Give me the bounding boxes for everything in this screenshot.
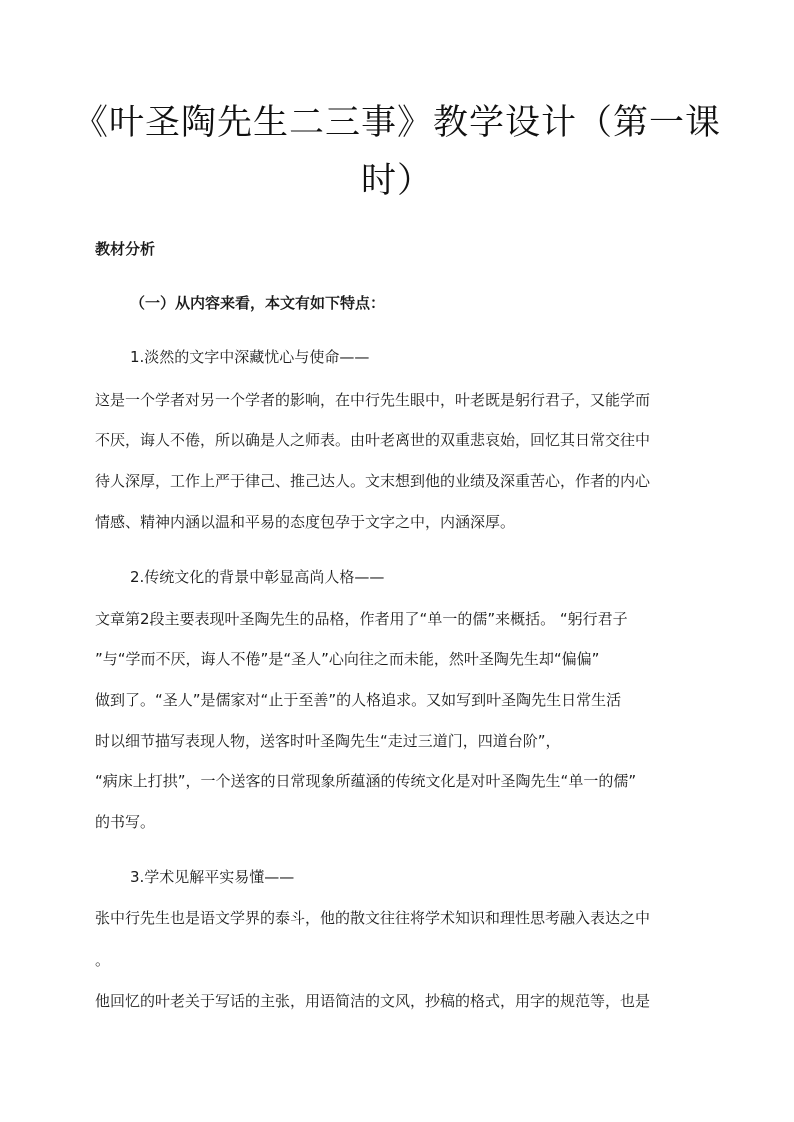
document-title-line-1: 《叶圣陶先生二三事》教学设计（第一课 — [72, 103, 721, 143]
point-2-line-2: ”与“学而不厌，诲人不倦”是“圣人”心向往之而未能，然叶圣陶先生却“偏偏” — [95, 650, 600, 668]
point-3-line-1: 张中行先生也是语文学界的泰斗，他的散文往往将学术知识和理性思考融入表达之中 — [95, 909, 651, 927]
point-2-heading: 2.传统文化的背景中彰显高尚人格—— — [130, 568, 385, 586]
point-1-line-4: 情感、精神内涵以温和平易的态度包孕于文字之中，内涵深厚。 — [95, 513, 516, 531]
point-3-line-3: 他回忆的叶老关于写话的主张，用语简洁的文风，抄稿的格式，用字的规范等，也是 — [95, 992, 651, 1010]
point-2-line-1: 文章第2段主要表现叶圣陶先生的品格，作者用了“单一的儒”来概括。 “躬行君子 — [95, 610, 628, 628]
point-1-line-3: 待人深厚，工作上严于律己、推己达人。文末想到他的业绩及深重苦心，作者的内心 — [95, 472, 651, 490]
point-3-heading: 3.学术见解平实易懂—— — [130, 868, 295, 886]
point-2-line-3: 做到了。“圣人”是儒家对“止于至善”的人格追求。又如写到叶圣陶先生日常生活 — [95, 691, 622, 709]
section-heading: 教材分析 — [95, 240, 156, 258]
point-2-line-5: “病床上打拱”，一个送客的日常现象所蕴涵的传统文化是对叶圣陶先生“单一的儒” — [95, 772, 637, 790]
point-1-line-1: 这是一个学者对另一个学者的影响，在中行先生眼中，叶老既是躬行君子，又能学而 — [95, 391, 651, 409]
document-title-line-2: 时） — [360, 161, 433, 201]
point-1-heading: 1.淡然的文字中深藏忧心与使命—— — [130, 348, 370, 366]
point-2-line-6: 的书写。 — [95, 813, 156, 831]
point-1-line-2: 不厌，诲人不倦，所以确是人之师表。由叶老离世的双重悲哀始，回忆其日常交往中 — [95, 431, 651, 449]
point-3-line-2: 。 — [95, 951, 111, 969]
subsection-heading: （一）从内容来看，本文有如下特点： — [130, 294, 386, 312]
point-2-line-4: 时以细节描写表现人物，送客时叶圣陶先生“走过三道门，四道台阶”， — [95, 732, 561, 750]
